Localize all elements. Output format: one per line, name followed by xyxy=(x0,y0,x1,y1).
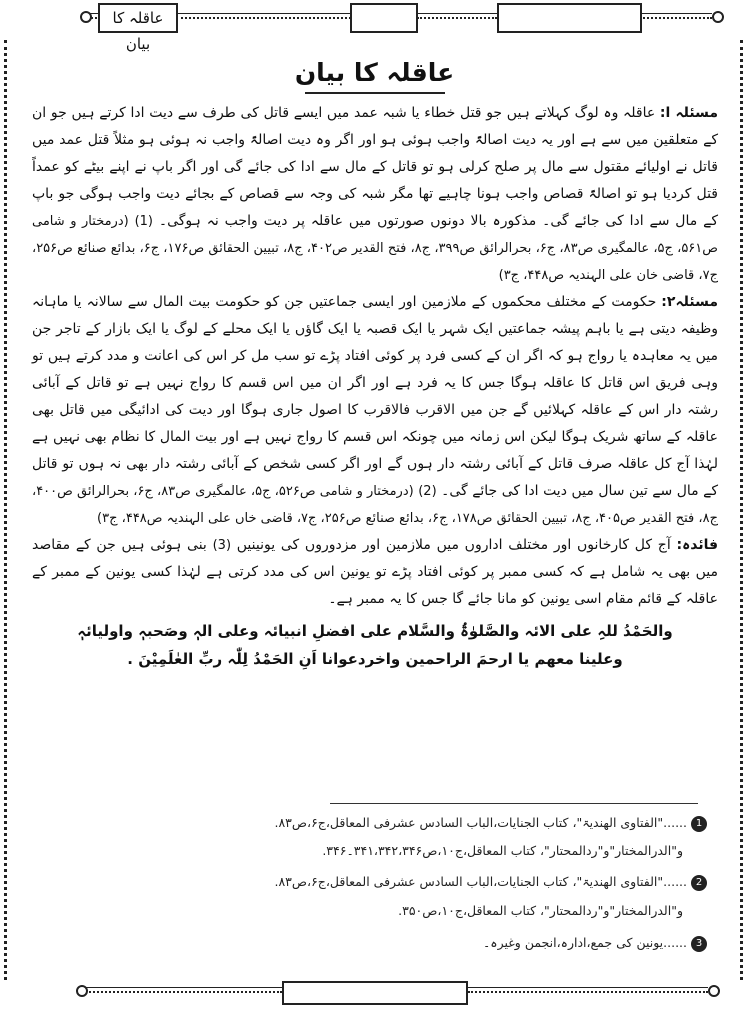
masala-1-footnote-marker: (1) xyxy=(134,214,153,229)
faida-text-a: آج کل کارخانوں اور مختلف اداروں میں ملازمین اور مزدوروں کی یونینیں xyxy=(236,537,671,553)
top-border-chain-right xyxy=(640,17,712,21)
closing-dua xyxy=(32,617,718,673)
footnote-2-cont xyxy=(398,903,683,918)
masala-2-text: حکومت کے مختلف محکموں کے ملازمین اور ایسی جماعتیں جن کو حکومت بیت المال سے سالانہ یا ماہانہ وظیفہ دیتی ہے یا باہم پیشہ جماعتیں ایک شہر یا ایک قصبہ یا ایک گاؤں یا ایک محلے کے لوگ یا ایک بازار کے تاجر جن میں یہ معاہدہ یا رواج ہو کہ اگر ان کے کسی فرد پر کوئی افتاد پڑے تو سب مل کر اس کی اعانت و مدد کرتے ہیں تو وہی فریق اس قاتل کا عاقلہ ہوگا جس کا یہ فرد ہے اور اگر ان میں اس قسم کا رواج نہیں ہے تو قاتل کے آبائی رشتہ دار اس کے عاقلہ کہلائیں گے جن میں الاقرب فالاقرب کا اصول جاری ہوگا اور دیت کی ادائیگی میں قاتل بھی عاقلہ کے ساتھ شریک ہوگا لیکن اس زمانہ میں چونکہ اس قسم کا رواج نہیں ہے اور بیت المال کا نظام بھی نہیں ہے لہٰذا آج کل عاقلہ صرف قاتل کے آبائی رشتہ دار ہوں گے اور اگر کسی شخص کے آبائی رشتہ دار بھی نہ ہوں تو قاتل کے مال سے تین سال میں دیت ادا کی جائے گی۔ xyxy=(32,294,719,499)
footnote-2-number: 2 xyxy=(691,875,707,891)
bottom-right-knob xyxy=(708,985,720,997)
masala-2-label: مسئلہ۲: xyxy=(661,294,718,310)
header-chapter-box xyxy=(98,3,178,53)
masala-2-references: (درمختار و شامی ص۵۲۶، ج۵، عالمگیری ص۸۳، ج۶، بحرالرائق ص۴۰۰، ج۸، فتح القدیر ص۴۰۵، ج۸، تبیین الحقائق ص۱۷۸، ج۶، بدائع صنائع ص۲۵۶، ج۷، قاضی خاں علی الہندیہ ص۴۴۸، ج۳) xyxy=(32,484,718,526)
bottom-left-knob xyxy=(76,985,88,997)
footnote-1-number: 1 xyxy=(691,816,707,832)
footnote-3 xyxy=(483,935,707,952)
masala-2 xyxy=(32,289,718,532)
footnote-3-line-1: ......یونین کی جمع،ادارہ،انجمن وغیرہ۔ xyxy=(482,935,687,950)
dua-line-1: والحَمْدُ للہِ علی الائہ والصَّلوٰۃُ والسَّلام علی افضلِ انبیائہ وعلی الہٖ وصَحبہٖ واولیائہٖ xyxy=(77,622,673,640)
footer-page-box xyxy=(282,981,468,1005)
top-border-chain-mid-right xyxy=(417,17,497,21)
footnote-1-cont xyxy=(322,843,683,858)
dua-line-2: وعلینا معھم یا ارحمَ الراحمین واخردعوانا اَنِ الحَمْدُ لِلّٰہ ربِّ العٰلَمِیْنَ . xyxy=(127,650,623,668)
article-body xyxy=(32,100,718,673)
faida-text-b: بنی ہوئی ہیں جن کے مقاصد میں بھی یہ شامل ہے کہ کسی ممبر پر کوئی افتاد پڑے تو یونین اس کی مدد کرتی ہے لہٰذا کسی یونین کے ممبر کے عاقلہ کے قائم مقام اسی یونین کو مانا جائے گا جس کا یہ ممبر ہے۔ xyxy=(32,537,718,607)
page-title: عاقلہ کا بیان xyxy=(294,58,455,87)
masala-1-references: (درمختار و شامی ص۵۶۱، ج۵، عالمگیری ص۸۳، ج۶، بحرالرائق ص۳۹۹، ج۸، فتح القدیر ص۴۰۲، ج۸، تبیین الحقائق ص۱۷۶، ج۶، بدائع صنائع ص۲۵۶، ج۷، قاضی خان علی الہندیہ ص۴۴۸، ج۳) xyxy=(32,214,718,283)
top-left-knob xyxy=(80,11,92,23)
header-center-box xyxy=(350,3,418,33)
masala-1-label: مسئلہ ا: xyxy=(659,105,719,121)
footnote-2-line-1: ......"الفتاوی الھندیۃ"، کتاب الجنایات،الباب السادس عشرفی المعاقل،ج۶،ص۸۳. xyxy=(274,874,687,889)
footnote-3-number: 3 xyxy=(691,936,707,952)
faida xyxy=(32,532,718,613)
bottom-border-chain-left xyxy=(82,991,282,995)
footnote-2-line-2: و"الدرالمختار"و"ردالمحتار"، کتاب المعاقل،ج۱۰،ص۳۵۰. xyxy=(398,903,683,918)
right-border-chain xyxy=(740,40,743,980)
masala-1 xyxy=(32,100,718,289)
left-border-chain xyxy=(4,40,7,980)
footnote-1-line-1: ......"الفتاوی الھندیۃ"، کتاب الجنایات،الباب السادس عشرفی المعاقل،ج۶،ص۸۳. xyxy=(274,815,687,830)
top-right-knob xyxy=(712,11,724,23)
faida-label: فائدہ: xyxy=(676,537,719,553)
title-underline xyxy=(305,92,445,94)
masala-1-text: عاقلہ وہ لوگ کہلاتے ہیں جو قتل خطاء یا شبہ عمد میں ایسے قاتل کی طرف سے دیت ادا کرتے ہیں جو ان کے متعلقین میں سے ہے اور یہ دیت اصالۃً واجب ہوئی ہو اور اگر وہ دیت اصالۃً واجب نہ ہوئی ہو مثلاً قتل عمد میں قاتل نے اولیائے مقتول سے مال پر صلح کرلی ہو تو قاتل کے مال سے ادا کی جائے گی اور اگر باپ نے اپنے بیٹے کو عمداً قتل کردیا ہو تو اصالۃً قصاص واجب ہونا چاہیے تھا مگر شبہ کی وجہ سے قصاص کے بجائے دیت واجب ہوگی جو باپ کے مال سے ادا کی جائے گی۔ مذکورہ بالا دونوں صورتوں میں عاقلہ پر دیت واجب نہ ہوگی۔ xyxy=(32,105,718,229)
bottom-border-chain-right xyxy=(468,991,708,995)
header-chapter-label: عاقلہ کا بیان xyxy=(112,9,164,53)
top-border-chain-mid-left xyxy=(176,17,351,21)
footnote-1-line-2: و"الدرالمختار"و"ردالمحتار"، کتاب المعاقل،ج۱۰،ص۳۴۱،۳۴۲،۳۴۶۔۳۴۶. xyxy=(322,843,683,858)
footnote-1 xyxy=(274,815,707,832)
footnote-2 xyxy=(274,874,707,891)
header-right-box xyxy=(497,3,642,33)
faida-footnote-marker: (3) xyxy=(212,538,232,553)
footnote-separator xyxy=(330,803,698,804)
masala-2-footnote-marker: (2) xyxy=(418,484,437,499)
